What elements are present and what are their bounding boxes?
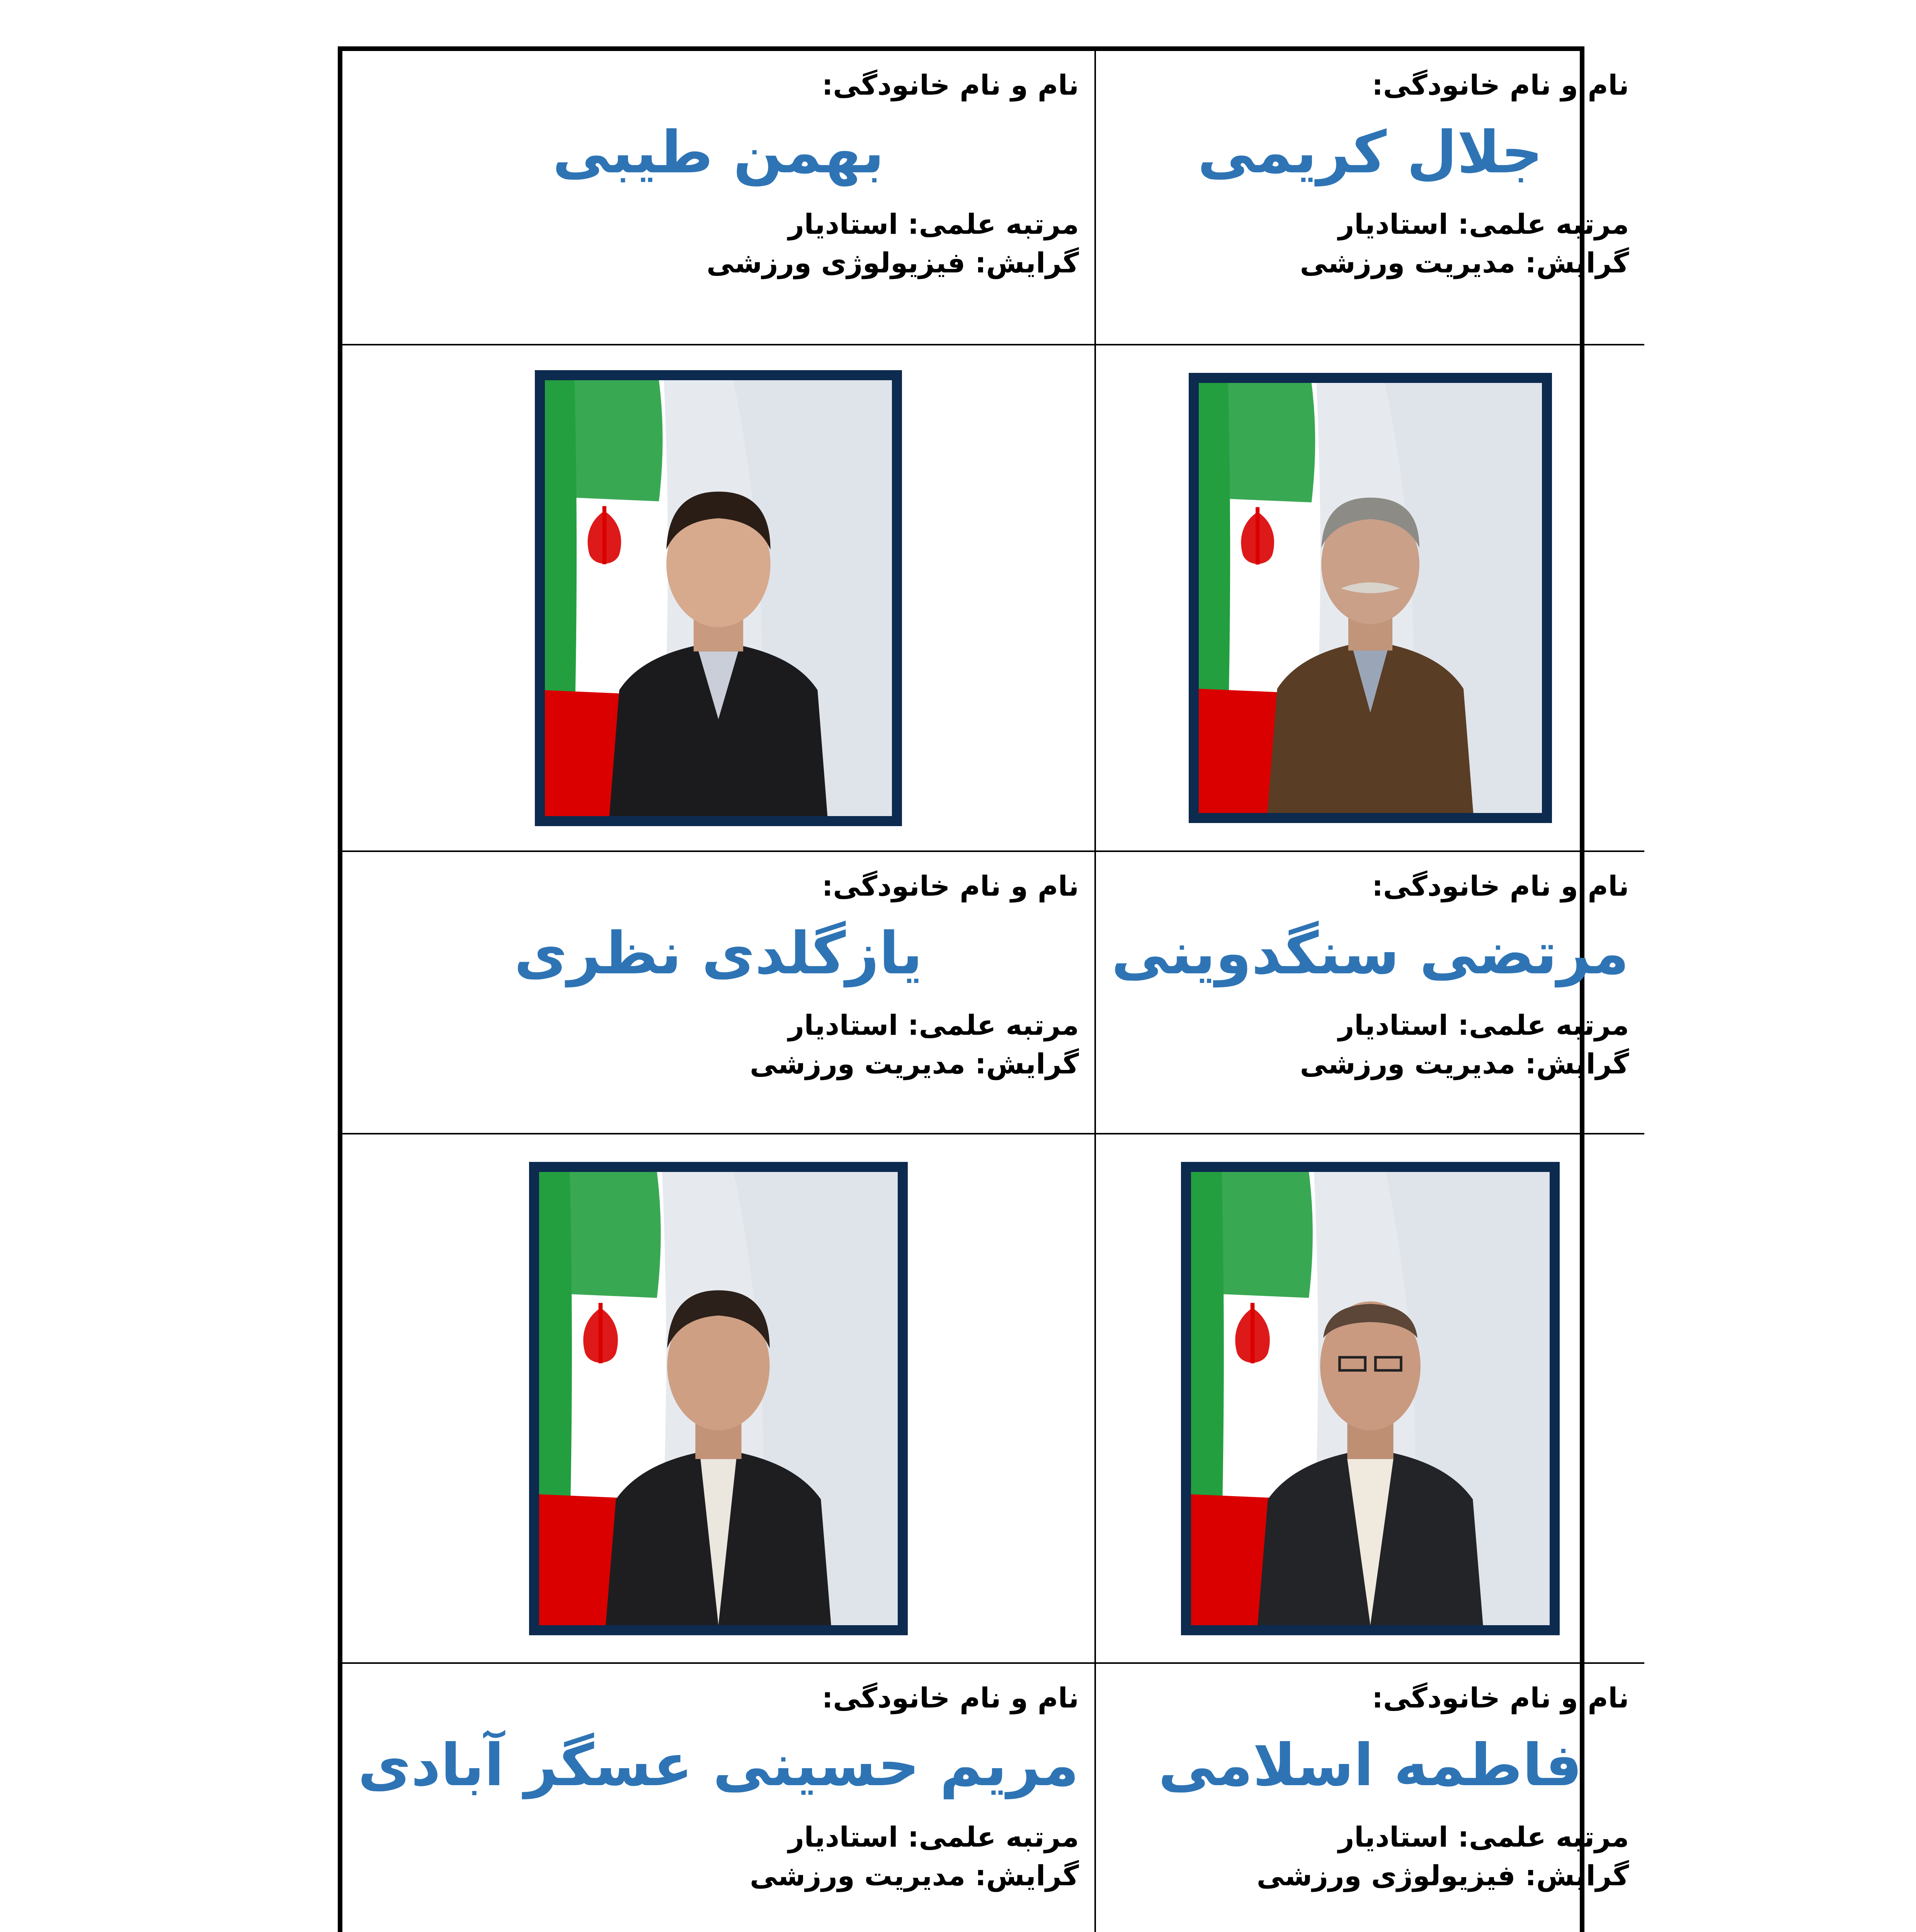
portrait-frame xyxy=(529,1162,908,1635)
name-label: نام و نام خانودگی: xyxy=(822,870,1079,902)
academic-rank: مرتبه علمی: استادیار xyxy=(788,1009,1079,1041)
portrait-frame xyxy=(1181,1162,1560,1635)
name-label: نام و نام خانودگی: xyxy=(822,1682,1079,1714)
specialization: گرایش: فیزیولوژی ورزشی xyxy=(1256,1859,1629,1892)
specialization: گرایش: مدیریت ورزشی xyxy=(1300,247,1629,279)
academic-rank: مرتبه علمی: استادیار xyxy=(1338,1009,1629,1041)
portrait-frame xyxy=(1189,373,1552,823)
portrait-frame xyxy=(535,370,902,826)
academic-rank: مرتبه علمی: استادیار xyxy=(788,1821,1079,1853)
name-label: نام و نام خانودگی: xyxy=(822,69,1079,101)
name-label: نام و نام خانودگی: xyxy=(1372,1682,1629,1714)
specialization: گرایش: فیزیولوژی ورزشی xyxy=(706,247,1079,279)
info-cell-maryam xyxy=(342,1664,1096,1932)
photo-cell-yazgeldi xyxy=(342,1134,1096,1664)
faculty-name: بهمن طیبی xyxy=(552,119,885,186)
info-cell-yazgeldi xyxy=(342,852,1096,1134)
academic-rank: مرتبه علمی: استادیار xyxy=(788,208,1079,240)
portrait-photo xyxy=(1199,383,1542,813)
faculty-name: مرتضی سنگدوینی xyxy=(1111,920,1629,987)
faculty-name: مریم حسینی عسگر آبادی xyxy=(358,1732,1079,1799)
info-cell-morteza xyxy=(1096,852,1644,1134)
name-label: نام و نام خانودگی: xyxy=(1372,69,1629,101)
info-cell-bahman xyxy=(342,51,1096,345)
photo-cell-morteza xyxy=(1096,1134,1644,1664)
photo-cell-jalal xyxy=(1096,345,1644,852)
portrait-photo xyxy=(1191,1172,1550,1625)
portrait-photo xyxy=(545,380,892,816)
specialization: گرایش: مدیریت ورزشی xyxy=(1300,1048,1629,1080)
name-label: نام و نام خانودگی: xyxy=(1372,870,1629,902)
faculty-name: فاطمه اسلامی xyxy=(1158,1732,1582,1799)
specialization: گرایش: مدیریت ورزشی xyxy=(750,1859,1079,1892)
photo-cell-bahman xyxy=(342,345,1096,852)
specialization: گرایش: مدیریت ورزشی xyxy=(750,1048,1079,1080)
info-cell-fatemeh xyxy=(1096,1664,1644,1932)
academic-rank: مرتبه علمی: استادیار xyxy=(1338,1821,1629,1853)
portrait-photo xyxy=(539,1172,898,1625)
faculty-name: یازگلدی نظری xyxy=(514,920,923,987)
faculty-name: جلال کریمی xyxy=(1197,119,1543,186)
academic-rank: مرتبه علمی: استادیار xyxy=(1338,208,1629,240)
info-cell-jalal xyxy=(1096,51,1644,345)
faculty-roster-table xyxy=(338,46,1629,1932)
